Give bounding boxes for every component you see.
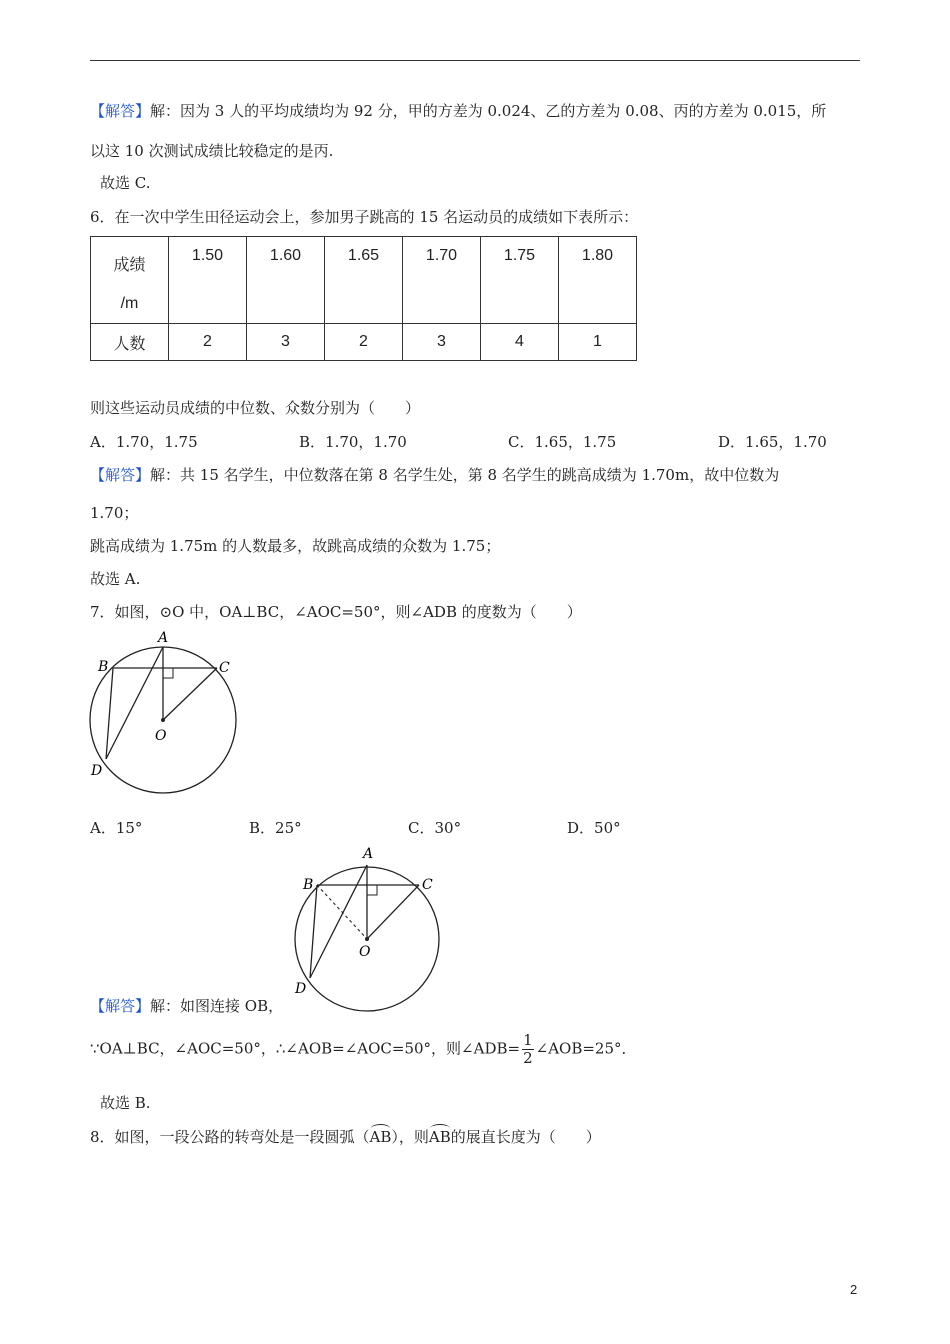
q7-stem: 7．如图，⊙O 中，OA⊥BC，∠AOC=50°，则∠ADB 的度数为（ ） <box>90 603 582 621</box>
label-b: B <box>303 877 314 893</box>
q6-option-b: B．1.70，1.70 <box>299 433 407 451</box>
right-angle-mark <box>367 885 377 895</box>
q6-question: 则这些运动员成绩的中位数、众数分别为（ ） <box>90 399 421 417</box>
table-cell: 3 <box>403 324 481 361</box>
table-cell: 1 <box>559 324 637 361</box>
q7-option-b: B．25° <box>249 819 302 837</box>
center-point <box>365 937 369 941</box>
q7-solution-figure <box>290 843 450 1015</box>
center-point <box>161 718 165 722</box>
arc-ab: AB <box>370 1122 392 1146</box>
table-cell: 1.65 <box>325 237 403 324</box>
label-c: C <box>219 660 230 676</box>
q7-option-a: A．15° <box>90 819 143 837</box>
table-cell: 1.75 <box>481 237 559 324</box>
answer-tag: 【解答】 <box>90 102 151 120</box>
header-rule <box>90 60 860 61</box>
label-o: O <box>359 944 371 960</box>
q7-answer-line1: 【解答】解：如图连接 OB， <box>90 997 284 1015</box>
arc-ab: AB <box>429 1122 451 1146</box>
score-table <box>90 236 637 361</box>
segment-ob-dashed <box>317 885 367 939</box>
table-cell: 1.70 <box>403 237 481 324</box>
q6-option-d: D．1.65，1.70 <box>718 433 827 451</box>
right-angle-mark <box>163 668 173 678</box>
label-d: D <box>91 763 103 779</box>
label-d: D <box>295 981 307 997</box>
table-cell: 3 <box>247 324 325 361</box>
table-header-count: 人数 <box>91 324 169 361</box>
q6-option-c: C．1.65，1.75 <box>508 433 617 451</box>
segment-bd <box>310 885 317 978</box>
q5-answer-line2: 以这 10 次测试成绩比较稳定的是丙. <box>90 142 334 160</box>
table-cell: 4 <box>481 324 559 361</box>
label-c: C <box>422 877 433 893</box>
q7-option-d: D．50° <box>567 819 621 837</box>
segment-bd <box>106 668 113 759</box>
q7-choice: 故选 B. <box>100 1094 151 1112</box>
q6-choice: 故选 A. <box>90 570 141 588</box>
q5-answer-line1: 【解答】解：因为 3 人的平均成绩均为 92 分，甲的方差为 0.024、乙的方差为 0.08、丙的方差为 0.015，所 <box>90 102 827 120</box>
q7-reasoning: ∵OA⊥BC，∠AOC=50°，∴∠AOB=∠AOC=50°，则∠ADB= $\frac{1}{2}$ ∠AOB=25°． <box>90 1031 637 1067</box>
table-cell: 1.80 <box>559 237 637 324</box>
segment-oc <box>367 885 419 939</box>
answer-tag: 【解答】 <box>90 466 151 484</box>
label-a: A <box>158 630 169 646</box>
q6-answer-line2: 1.70； <box>90 504 139 522</box>
q6-answer-line3: 跳高成绩为 1.75m 的人数最多，故跳高成绩的众数为 1.75； <box>90 537 501 555</box>
q7-circle-figure <box>86 628 246 798</box>
table-header-score: 成绩 /m <box>91 237 169 324</box>
page-number: 2 <box>850 1282 858 1297</box>
q6-option-a: A．1.70，1.75 <box>90 433 198 451</box>
segment-ad <box>310 865 367 978</box>
table-cell: 1.50 <box>169 237 247 324</box>
label-a: A <box>363 846 374 862</box>
table-cell: 1.60 <box>247 237 325 324</box>
table-cell: 2 <box>169 324 247 361</box>
label-b: B <box>98 659 109 675</box>
table-cell: 2 <box>325 324 403 361</box>
q6-stem: 6．在一次中学生田径运动会上，参加男子跳高的 15 名运动员的成绩如下表所示： <box>90 208 639 226</box>
q7-option-c: C．30° <box>408 819 462 837</box>
segment-oc <box>163 668 217 720</box>
fraction-half: $\frac{1}{2}$ <box>523 1031 533 1067</box>
label-o: O <box>155 728 167 744</box>
answer-tag: 【解答】 <box>90 997 151 1015</box>
q6-answer-line1: 【解答】解：共 15 名学生，中位数落在第 8 名学生处，第 8 名学生的跳高成绩为 1.70m，故中位数为 <box>90 466 780 484</box>
q8-stem: 8．如图，一段公路的转弯处是一段圆弧（AB），则AB的展直长度为（ ） <box>90 1122 601 1147</box>
q5-choice: 故选 C. <box>100 174 151 192</box>
